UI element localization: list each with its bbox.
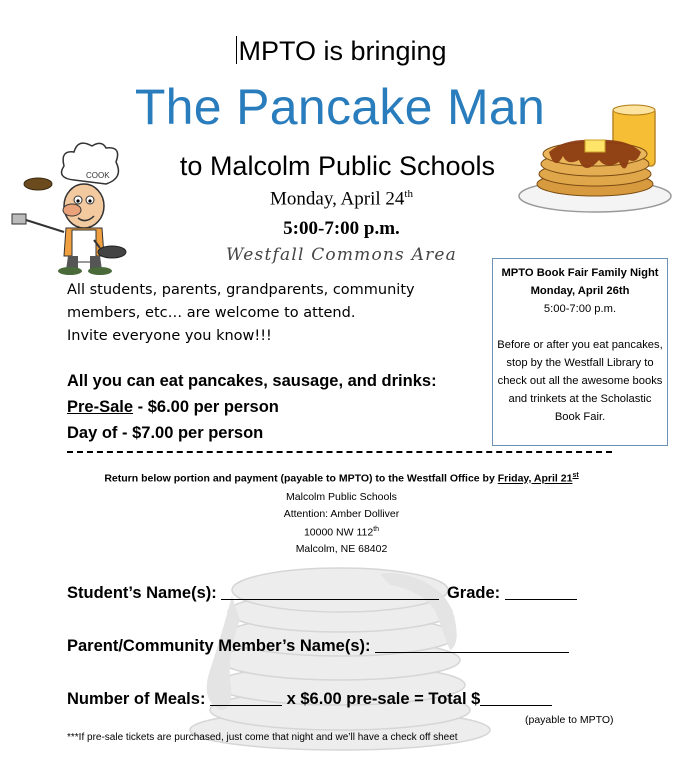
meals-row xyxy=(67,690,552,709)
presale-price: Pre-Sale - $6.00 per person xyxy=(67,398,279,416)
payable-note: (payable to MPTO) xyxy=(525,714,614,726)
parent-name-label: Parent/Community Member’s Name(s): xyxy=(67,637,371,655)
offer-headline: All you can eat pancakes, sausage, and drinks: xyxy=(67,372,437,390)
meals-label: Number of Meals: xyxy=(67,690,206,708)
meals-price-text: x $6.00 pre-sale = Total $ xyxy=(286,690,481,708)
welcome-text: All students, parents, grandparents, community members, etc… are welcome to attend. Invite everyone you know!!! xyxy=(67,282,415,344)
grade-field[interactable] xyxy=(505,585,577,600)
school-line: to Malcolm Public Schools xyxy=(179,151,496,181)
book-fair-box: MPTO Book Fair Family Night Monday, April 26th 5:00-7:00 p.m. Before or after you eat pancakes, stop by the Westfall Library to check out all the awesome books and trinkets at the Scholastic Book Fair. xyxy=(492,258,668,446)
offer-details xyxy=(67,368,507,446)
svg-text:COOK: COOK xyxy=(86,171,110,180)
page-title: The Pancake Man xyxy=(134,79,546,135)
event-venue: Westfall Commons Area xyxy=(225,245,457,265)
mailing-address: Malcolm Public Schools Attention: Amber Dolliver 10000 NW 112th Malcolm, NE 68402 xyxy=(283,491,400,555)
grade-label: Grade: xyxy=(446,584,501,602)
parent-name-field[interactable] xyxy=(375,638,569,653)
dayof-price: Day of - $7.00 per person xyxy=(67,424,264,442)
student-name-field[interactable] xyxy=(221,585,439,600)
return-instruction: Return below portion and payment (payable to MPTO) to the Westfall Office by Friday, April 21st xyxy=(104,472,579,485)
student-name-label: Student’s Name(s): xyxy=(67,584,217,602)
meals-count-field[interactable] xyxy=(210,691,282,706)
footnote: ***If pre-sale tickets are purchased, just come that night and we’ll have a check off sheet xyxy=(67,732,458,743)
event-time: 5:00-7:00 p.m. xyxy=(283,218,400,239)
parent-row xyxy=(67,637,569,656)
event-date: Monday, April 24th xyxy=(270,188,413,210)
total-field[interactable] xyxy=(480,691,552,706)
cut-line-divider xyxy=(67,451,612,453)
intro-line: MPTO is bringing xyxy=(238,36,447,66)
student-row xyxy=(67,584,577,603)
